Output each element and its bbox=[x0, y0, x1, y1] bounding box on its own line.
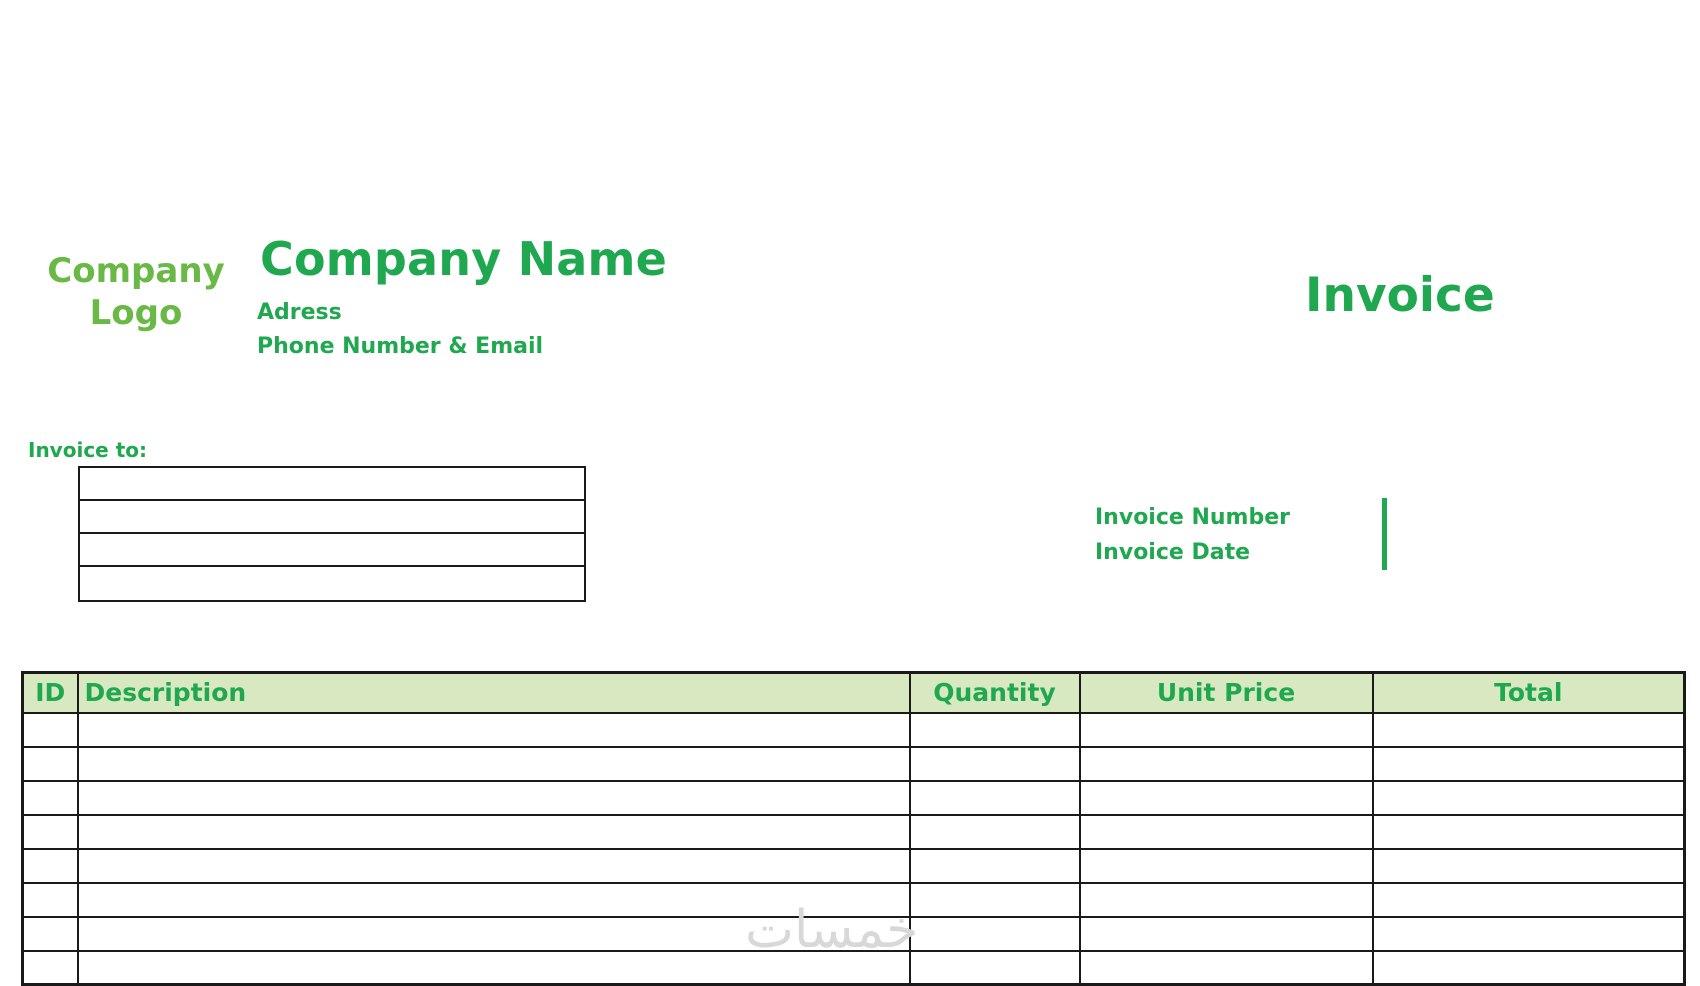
cell-unit-price[interactable] bbox=[1080, 781, 1373, 815]
cell-quantity[interactable] bbox=[910, 713, 1080, 747]
recipient-line-1[interactable] bbox=[80, 468, 584, 501]
cell-description[interactable] bbox=[78, 781, 910, 815]
cell-id[interactable] bbox=[23, 713, 78, 747]
meta-divider bbox=[1382, 498, 1387, 570]
recipient-box bbox=[78, 466, 586, 602]
cell-total[interactable] bbox=[1373, 781, 1685, 815]
recipient-line-2[interactable] bbox=[80, 501, 584, 534]
cell-description[interactable] bbox=[78, 747, 910, 781]
table-row bbox=[23, 815, 1685, 849]
table-row bbox=[23, 747, 1685, 781]
cell-unit-price[interactable] bbox=[1080, 917, 1373, 951]
cell-id[interactable] bbox=[23, 951, 78, 985]
recipient-line-4[interactable] bbox=[80, 567, 584, 600]
logo-line-2: Logo bbox=[89, 293, 183, 333]
cell-unit-price[interactable] bbox=[1080, 951, 1373, 985]
table-row bbox=[23, 713, 1685, 747]
invoice-to-label: Invoice to: bbox=[28, 438, 147, 462]
cell-total[interactable] bbox=[1373, 849, 1685, 883]
cell-total[interactable] bbox=[1373, 883, 1685, 917]
column-header-description: Description bbox=[78, 673, 910, 713]
invoice-title: Invoice bbox=[1305, 268, 1495, 323]
company-contact: Phone Number & Email bbox=[257, 334, 544, 359]
cell-quantity[interactable] bbox=[910, 951, 1080, 985]
cell-quantity[interactable] bbox=[910, 781, 1080, 815]
cell-unit-price[interactable] bbox=[1080, 849, 1373, 883]
column-header-quantity: Quantity bbox=[910, 673, 1080, 713]
cell-total[interactable] bbox=[1373, 713, 1685, 747]
logo-line-1: Company bbox=[47, 251, 225, 291]
company-name: Company Name bbox=[260, 232, 668, 286]
company-address: Adress bbox=[257, 300, 342, 325]
cell-total[interactable] bbox=[1373, 747, 1685, 781]
cell-id[interactable] bbox=[23, 883, 78, 917]
cell-id[interactable] bbox=[23, 815, 78, 849]
cell-total[interactable] bbox=[1373, 815, 1685, 849]
cell-quantity[interactable] bbox=[910, 815, 1080, 849]
cell-id[interactable] bbox=[23, 917, 78, 951]
cell-unit-price[interactable] bbox=[1080, 713, 1373, 747]
cell-unit-price[interactable] bbox=[1080, 815, 1373, 849]
cell-quantity[interactable] bbox=[910, 883, 1080, 917]
cell-total[interactable] bbox=[1373, 951, 1685, 985]
cell-quantity[interactable] bbox=[910, 849, 1080, 883]
cell-unit-price[interactable] bbox=[1080, 747, 1373, 781]
cell-quantity[interactable] bbox=[910, 917, 1080, 951]
table-row bbox=[23, 781, 1685, 815]
invoice-number-label: Invoice Number bbox=[1095, 505, 1290, 530]
table-row bbox=[23, 849, 1685, 883]
column-header-id: ID bbox=[23, 673, 78, 713]
column-header-unit-price: Unit Price bbox=[1080, 673, 1373, 713]
cell-description[interactable] bbox=[78, 713, 910, 747]
cell-description[interactable] bbox=[78, 849, 910, 883]
invoice-date-label: Invoice Date bbox=[1095, 540, 1251, 565]
cell-quantity[interactable] bbox=[910, 747, 1080, 781]
table-header-row bbox=[23, 673, 1685, 713]
cell-id[interactable] bbox=[23, 781, 78, 815]
cell-description[interactable] bbox=[78, 815, 910, 849]
cell-id[interactable] bbox=[23, 849, 78, 883]
watermark: خمسات bbox=[745, 900, 919, 960]
recipient-line-3[interactable] bbox=[80, 534, 584, 567]
company-logo bbox=[30, 250, 242, 334]
cell-unit-price[interactable] bbox=[1080, 883, 1373, 917]
column-header-total: Total bbox=[1373, 673, 1685, 713]
cell-id[interactable] bbox=[23, 747, 78, 781]
cell-total[interactable] bbox=[1373, 917, 1685, 951]
